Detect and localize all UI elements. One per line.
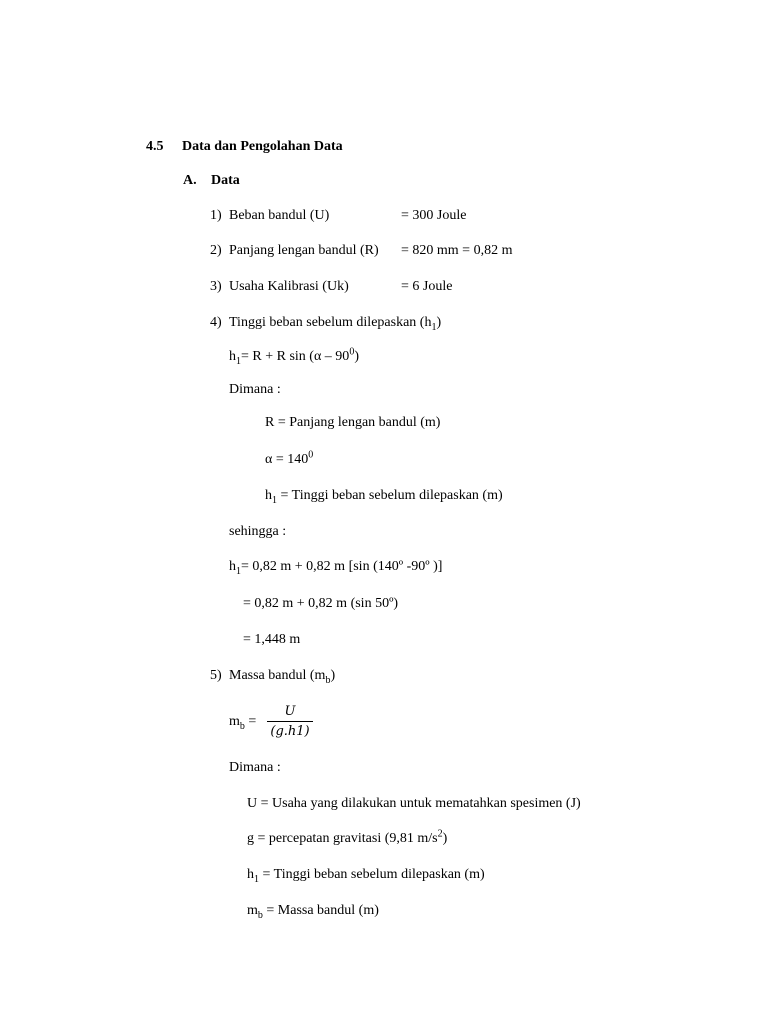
dimana-label: Dimana : [229,760,281,775]
fraction-denominator: (g.h1) [270,724,310,739]
item-label: Beban bandul (U) [229,208,330,223]
mb-formula-lhs: $m_b$ = [229,714,257,732]
item-label: Usaha Kalibrasi (Uk) [229,279,349,294]
definition-line: U = Usaha yang dilakukan untuk mematahkan spesimen (J) [247,796,581,811]
item-label: Tinggi beban sebelum dilepaskan $(h_1)$ [229,315,442,333]
subsection-title: Data [211,173,240,188]
h1-formula: $h_1= R + R$ $\sin (\alpha - 90^0)$ [229,346,359,367]
definition-line: g = percepatan gravitasi (9,81 $m/s^2$) [247,828,448,846]
fraction-bar [267,721,313,722]
definition-line: $\alpha = 140^0$ [265,449,314,467]
calc-line: $h_1= 0,82$ m + 0,82 m [sin (140º -90º )] [229,559,443,577]
item-number: 5) [210,668,222,683]
definition-line: $h_1$ = Tinggi beban sebelum dilepaskan (m) [265,488,503,506]
item-label: Massa bandul $(m_b)$ [229,668,336,686]
sehingga-label: sehingga : [229,524,287,539]
item-value: = 820 mm = 0,82 m [401,243,513,258]
section-number: 4.5 [146,139,164,154]
calc-line: = 1,448 m [243,632,301,647]
definition-line: R = Panjang lengan bandul (m) [265,415,441,430]
subsection-letter: A. [183,173,197,188]
fraction-numerator: U [284,704,296,719]
item-value: = 6 Joule [401,279,453,294]
dimana-label: Dimana : [229,382,281,397]
item-number: 3) [210,279,222,294]
item-number: 4) [210,315,222,330]
section-title: Data dan Pengolahan Data [182,139,343,154]
definition-line: $h_1$ = Tinggi beban sebelum dilepaskan (m) [247,867,485,885]
item-number: 2) [210,243,222,258]
calc-line: = 0,82 m + 0,82 m (sin 50º) [243,596,399,611]
mb-fraction [267,704,313,740]
item-value: = 300 Joule [401,208,467,223]
item-number: 1) [210,208,222,223]
definition-line: $m_b$ = Massa bandul (m) [247,903,379,921]
item-label: Panjang lengan bandul (R) [229,243,379,258]
